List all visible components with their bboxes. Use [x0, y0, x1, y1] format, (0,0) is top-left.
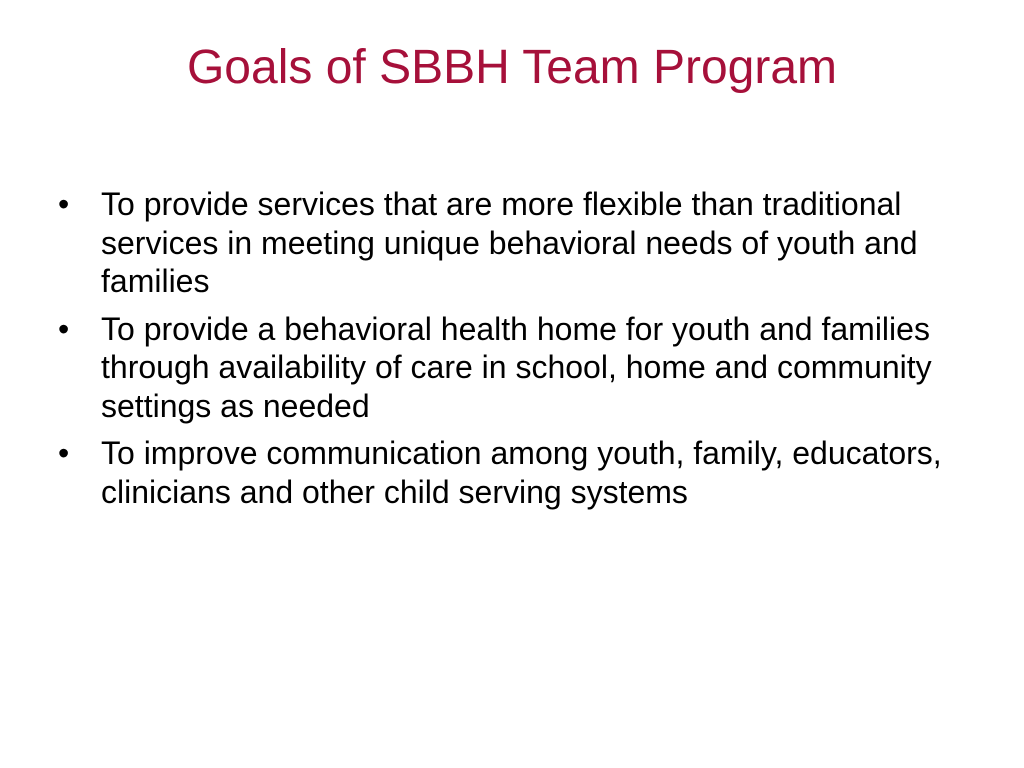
- bullet-text: To provide a behavioral health home for youth and families through availability of care in school, home and community settings as needed: [101, 310, 932, 424]
- bullet-item: [58, 310, 968, 426]
- bullet-text: To provide services that are more flexible than traditional services in meeting unique behavioral needs of youth and families: [101, 186, 918, 299]
- bullet-marker: •: [58, 435, 70, 471]
- bullet-list: [58, 185, 968, 520]
- bullet-text: To improve communication among youth, family, educators, clinicians and other child serving systems: [101, 435, 942, 510]
- bullet-marker: •: [58, 186, 70, 222]
- bullet-item: [58, 434, 968, 511]
- bullet-marker: •: [58, 310, 70, 347]
- bullet-item: [58, 185, 968, 301]
- slide-title: Goals of SBBH Team Program: [186, 41, 838, 94]
